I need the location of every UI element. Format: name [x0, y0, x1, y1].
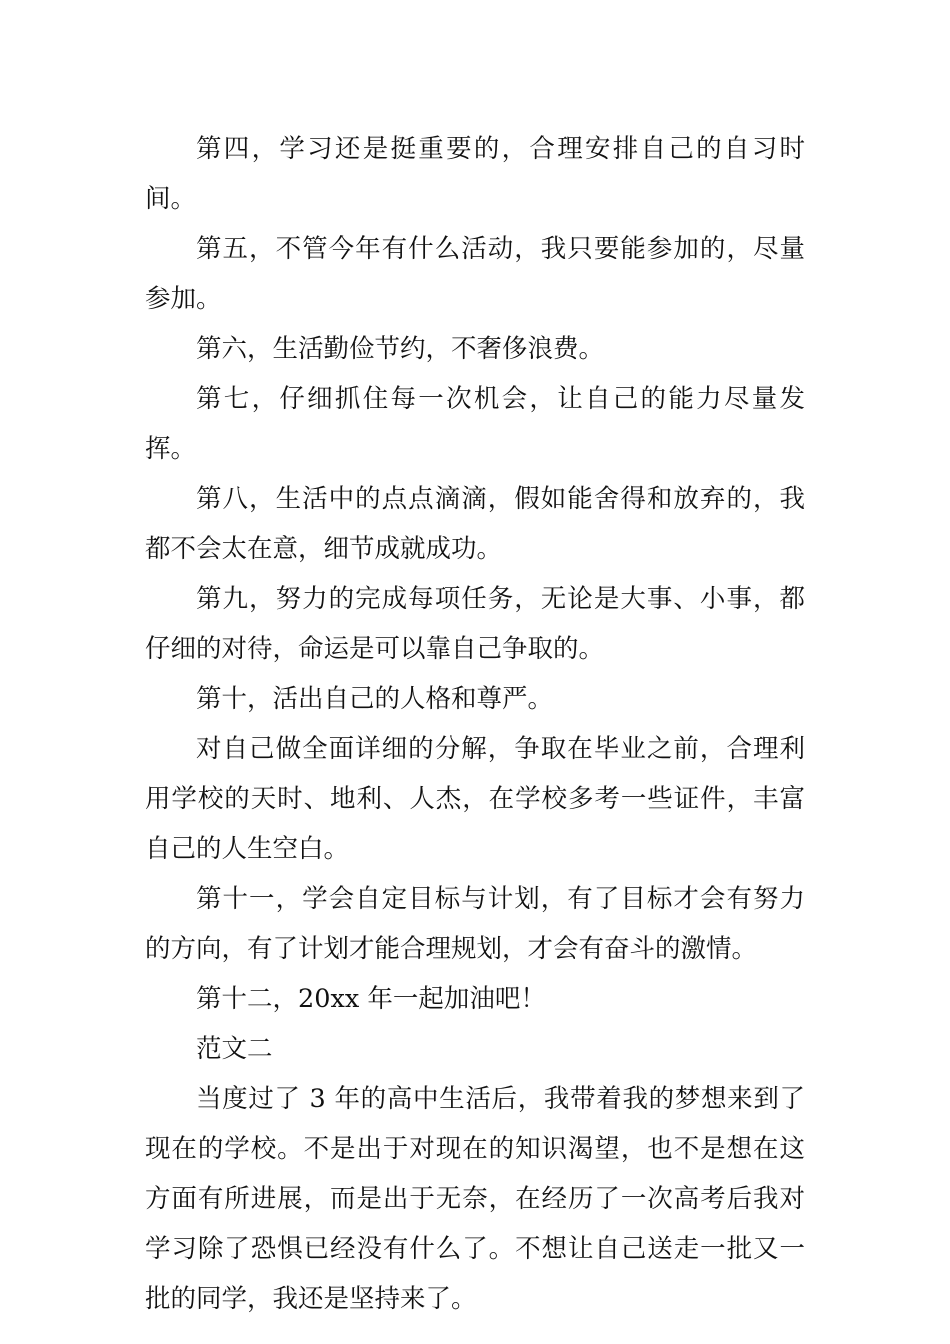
paragraph-8th-point: 第八，生活中的点点滴滴，假如能舍得和放弃的，我都不会太在意，细节成就成功。	[145, 484, 805, 564]
paragraph-11th-point: 第十一，学会自定目标与计划，有了目标才会有努力的方向，有了计划才能合理规划，才会有奋斗的激情。	[145, 884, 805, 964]
paragraph-5th-point: 第五，不管今年有什么活动，我只要能参加的，尽量参加。	[145, 234, 805, 314]
section-heading-sample-two: 范文二	[196, 1034, 273, 1064]
paragraph-4th-point: 第四，学习还是挺重要的，合理安排自己的自习时间。	[145, 134, 805, 214]
document-body	[145, 124, 805, 1324]
paragraph-12th-point: 第十二，20xx 年一起加油吧！	[196, 984, 546, 1014]
paragraph-10th-point: 第十，活出自己的人格和尊严。	[196, 684, 554, 714]
paragraph-9th-point: 第九，努力的完成每项任务，无论是大事、小事，都仔细的对待，命运是可以靠自己争取的。	[145, 584, 805, 664]
paragraph-7th-point: 第七，仔细抓住每一次机会，让自己的能力尽量发挥。	[145, 384, 805, 464]
paragraph-6th-point: 第六，生活勤俭节约，不奢侈浪费。	[196, 334, 605, 364]
paragraph-self-analysis: 对自己做全面详细的分解，争取在毕业之前，合理利用学校的天时、地利、人杰，在学校多考一些证件，丰富自己的人生空白。	[145, 734, 805, 864]
paragraph-sample-two-body: 当度过了 3 年的高中生活后，我带着我的梦想来到了现在的学校。不是出于对现在的知识渴望，也不是想在这方面有所进展，而是出于无奈，在经历了一次高考后我对学习除了恐惧已经没有什么了。不想让自己送走一批又一批的同学，我还是坚持来了。	[145, 1084, 805, 1314]
